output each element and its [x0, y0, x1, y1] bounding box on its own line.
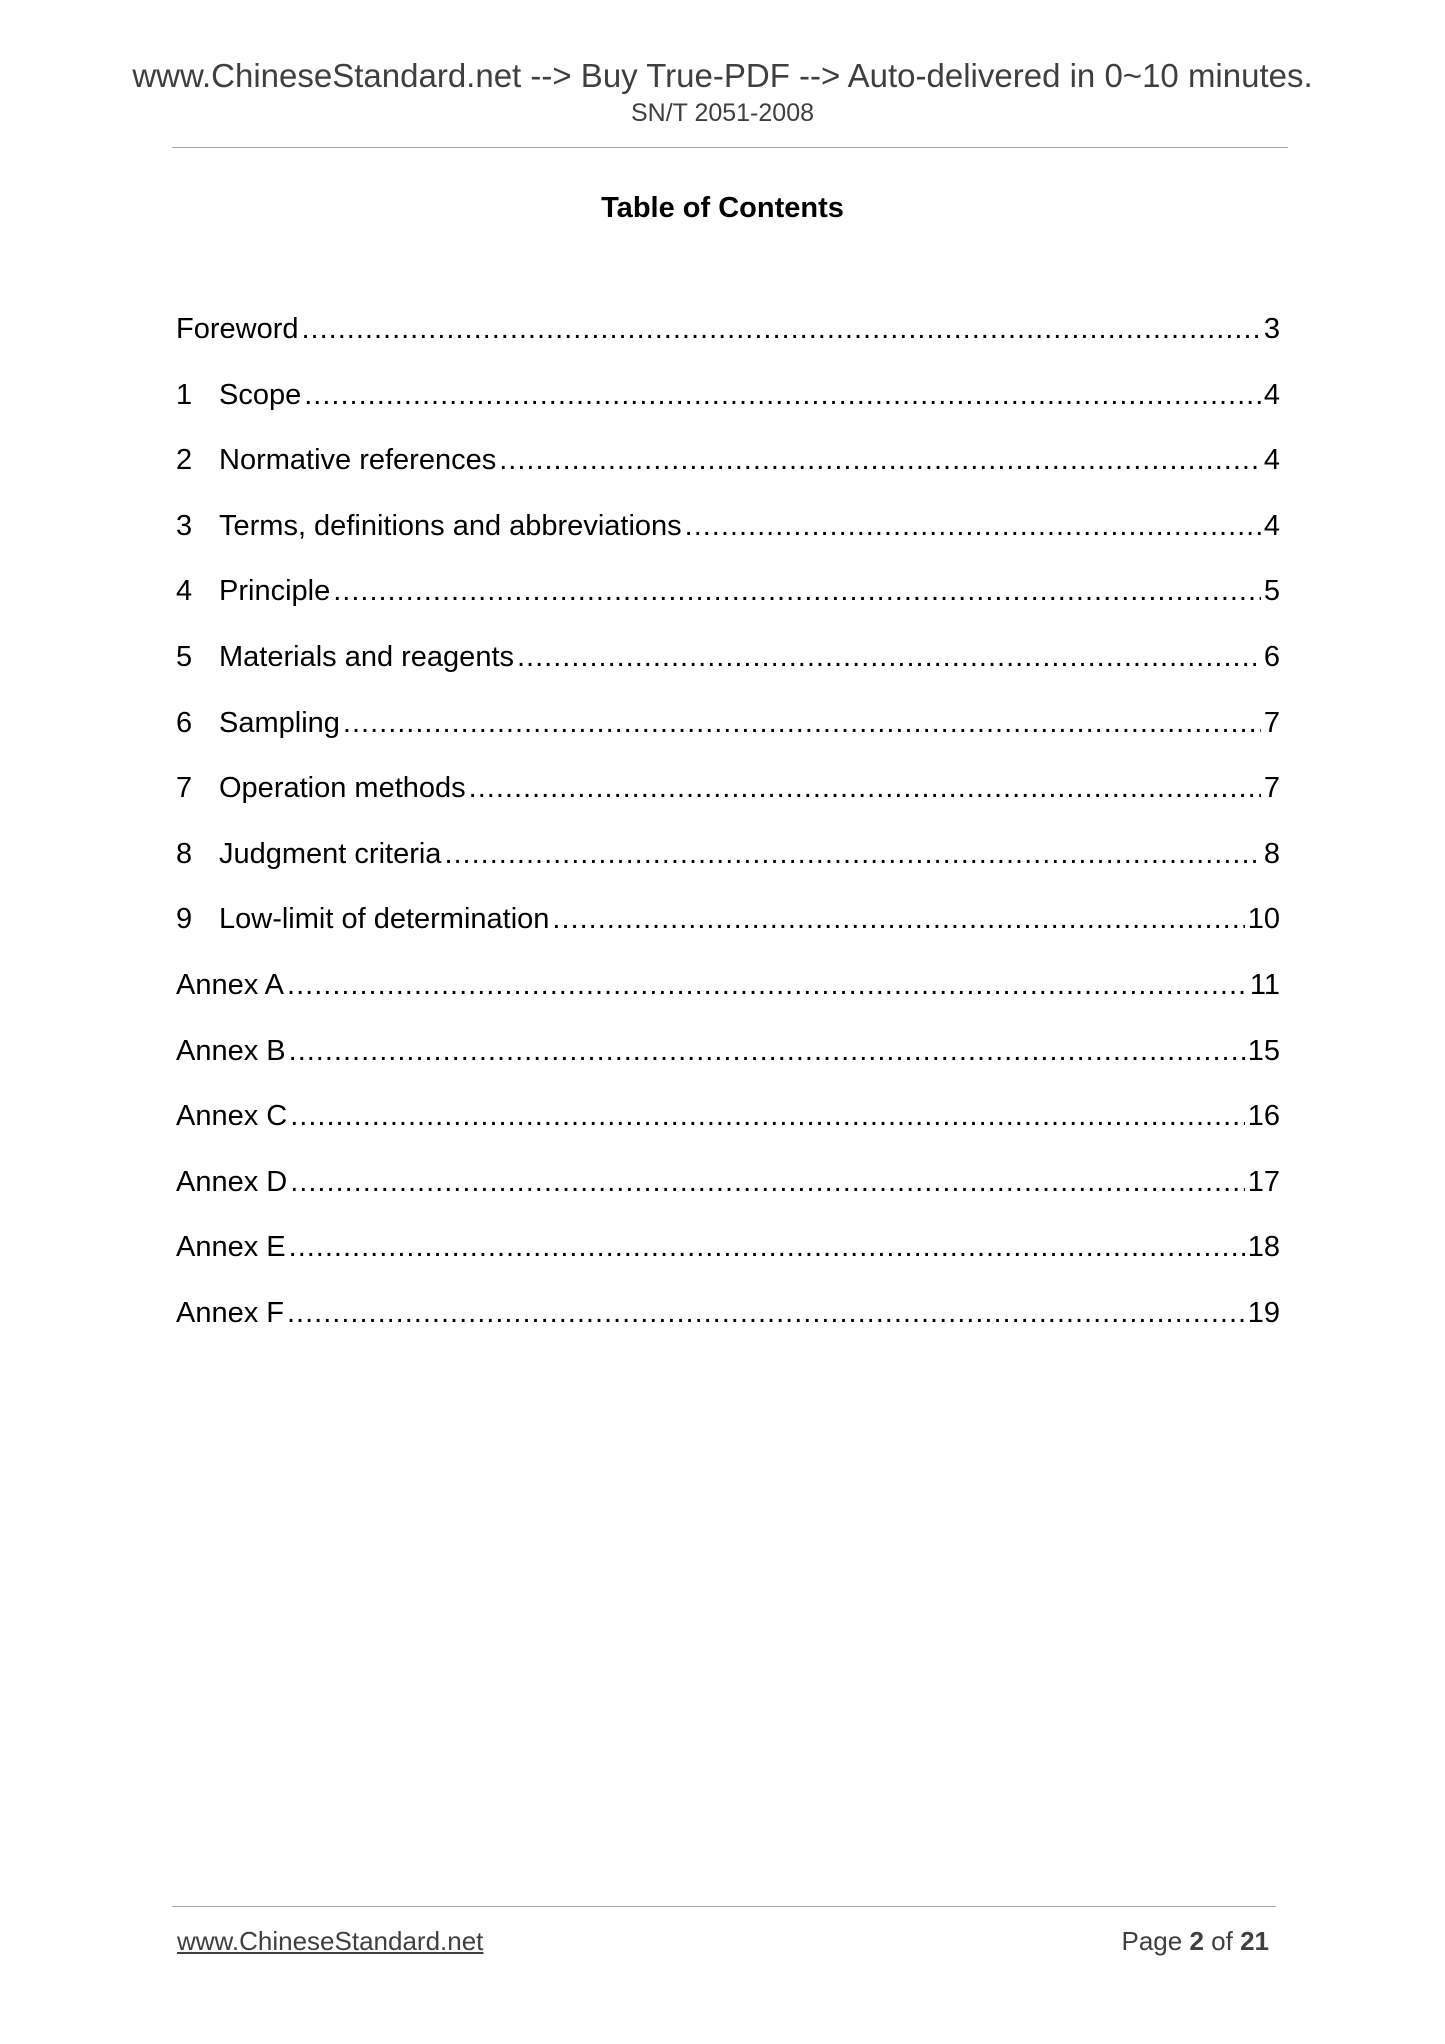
toc-entry-materials-reagents[interactable]: [176, 639, 1280, 705]
toc-entry-sampling[interactable]: [176, 705, 1280, 771]
toc-leader-dots: [289, 1229, 1245, 1265]
toc-entry-number: 5: [176, 640, 193, 673]
footer-divider: [172, 1906, 1276, 1907]
toc-entry-page: 7: [1263, 772, 1280, 805]
toc-entry-page: 5: [1263, 575, 1280, 608]
current-page-number: 2: [1189, 1926, 1204, 1956]
toc-entry-label: Low-limit of determination: [219, 903, 550, 936]
toc-entry-normative-references[interactable]: [176, 442, 1280, 508]
toc-entry-annex-d[interactable]: [176, 1164, 1280, 1230]
toc-entry-label: Operation methods: [219, 772, 466, 805]
standard-code: SN/T 2051-2008: [631, 99, 814, 127]
toc-entry-number: 2: [176, 444, 193, 477]
header-banner: www.ChineseStandard.net --> Buy True-PDF --> Auto-delivered in 0~10 minutes.: [132, 57, 1313, 94]
toc-leader-dots: [499, 442, 1261, 478]
toc-entry-page: 8: [1263, 837, 1280, 870]
toc-entry-label: Judgment criteria: [219, 837, 442, 870]
page-of: of: [1211, 1926, 1233, 1956]
toc-entry-label: Materials and reagents: [219, 640, 514, 673]
toc-entry-annex-c[interactable]: [176, 1098, 1280, 1164]
toc-entry-page: 10: [1247, 903, 1280, 936]
toc-leader-dots: [685, 508, 1261, 544]
page-prefix: Page: [1121, 1926, 1183, 1956]
toc-entry-page: 19: [1247, 1296, 1280, 1329]
toc-entry-page: 15: [1247, 1034, 1280, 1067]
toc-entry-page: 18: [1247, 1231, 1280, 1264]
toc-entry-page: 6: [1263, 640, 1280, 673]
toc-entry-number: 6: [176, 706, 193, 739]
toc-leader-dots: [444, 836, 1260, 872]
toc-entry-number: 8: [176, 837, 193, 870]
toc-entry-label: Annex F: [176, 1296, 284, 1329]
toc-title: Table of Contents: [601, 192, 844, 224]
toc-entry-operation-methods[interactable]: [176, 770, 1280, 836]
toc-entry-label: Annex B: [176, 1034, 286, 1067]
toc-entry-label: Annex C: [176, 1100, 288, 1133]
toc-entry-label: Annex D: [176, 1165, 288, 1198]
toc-entry-label: Sampling: [219, 706, 340, 739]
header-divider: [172, 147, 1288, 148]
toc-entry-annex-e[interactable]: [176, 1229, 1280, 1295]
toc-entry-label: Annex E: [176, 1231, 286, 1264]
toc-entry-annex-f[interactable]: [176, 1295, 1280, 1361]
toc-entry-number: 9: [176, 903, 193, 936]
toc-leader-dots: [469, 770, 1261, 806]
toc-leader-dots: [287, 967, 1247, 1003]
toc-entry-number: 1: [176, 378, 193, 411]
toc-entry-low-limit[interactable]: [176, 901, 1280, 967]
page-number: [1121, 1925, 1269, 1957]
toc-entry-label: Principle: [219, 575, 331, 608]
toc-leader-dots: [289, 1033, 1245, 1069]
page-header: [0, 56, 1445, 128]
footer-website-link[interactable]: www.ChineseStandard.net: [177, 1926, 484, 1956]
toc-entry-annex-a[interactable]: [176, 967, 1280, 1033]
toc-entry-principle[interactable]: [176, 573, 1280, 639]
toc-entry-page: 4: [1263, 444, 1280, 477]
toc-entry-page: 7: [1263, 706, 1280, 739]
toc-entry-page: 16: [1247, 1100, 1280, 1133]
toc-entry-number: 3: [176, 509, 193, 542]
toc-entry-foreword[interactable]: [176, 311, 1280, 377]
toc-entry-terms-definitions[interactable]: [176, 508, 1280, 574]
toc-entry-label: Scope: [219, 378, 302, 411]
toc-entry-page: 4: [1263, 378, 1280, 411]
toc-entry-number: 4: [176, 575, 193, 608]
toc-leader-dots: [304, 377, 1261, 413]
toc-entry-label: Terms, definitions and abbreviations: [219, 509, 682, 542]
toc-entry-annex-b[interactable]: [176, 1033, 1280, 1099]
toc-leader-dots: [302, 311, 1261, 347]
toc-entry-label: Foreword: [176, 313, 299, 345]
toc-leader-dots: [333, 573, 1261, 609]
toc-entry-judgment-criteria[interactable]: [176, 836, 1280, 902]
toc-leader-dots: [517, 639, 1261, 675]
toc-entry-page: 17: [1247, 1165, 1280, 1198]
toc-leader-dots: [290, 1164, 1245, 1200]
toc-entry-scope[interactable]: [176, 377, 1280, 443]
toc-entry-page: 3: [1263, 313, 1280, 345]
toc-entry-page: 11: [1249, 968, 1280, 1001]
toc-entry-page: 4: [1263, 509, 1280, 542]
toc-leader-dots: [287, 1295, 1245, 1331]
table-of-contents: [176, 311, 1280, 1361]
toc-leader-dots: [290, 1098, 1245, 1134]
toc-entry-label: Normative references: [219, 444, 497, 477]
toc-entry-label: Annex A: [176, 968, 285, 1001]
toc-entry-number: 7: [176, 772, 193, 805]
toc-leader-dots: [552, 901, 1244, 937]
total-pages-number: 21: [1240, 1926, 1269, 1956]
toc-leader-dots: [343, 705, 1261, 741]
